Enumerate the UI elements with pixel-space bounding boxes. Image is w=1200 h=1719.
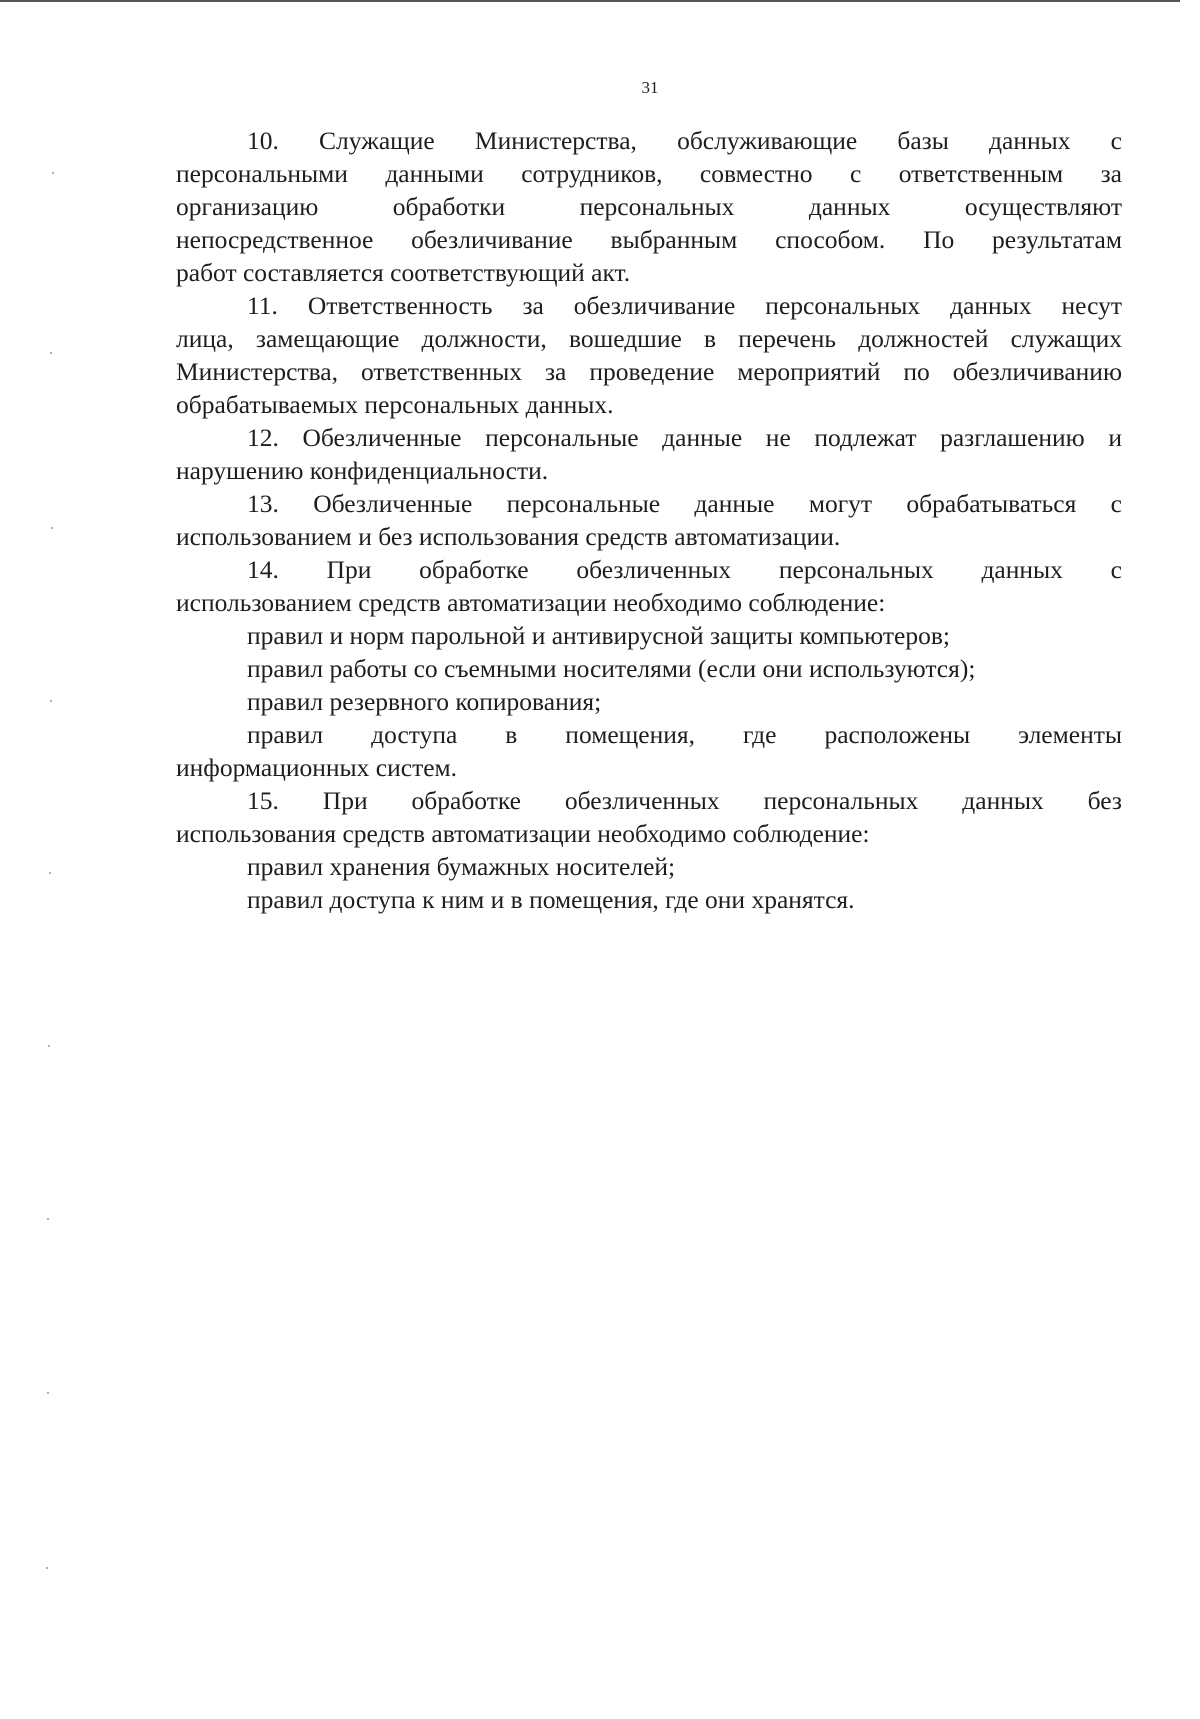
text-line: правил доступа к ним и в помещения, где они хранятся.	[247, 885, 855, 914]
scan-speck	[48, 1045, 50, 1047]
list-item	[176, 619, 1122, 652]
text-line: организацию обработки персональных данных осуществляют	[176, 192, 1122, 221]
list-item	[176, 850, 1122, 883]
text-line: лица, замещающие должности, вошедшие в перечень должностей служащих	[176, 324, 1122, 353]
document-body	[176, 124, 1122, 916]
scan-speck	[49, 872, 51, 874]
paragraph-11	[176, 289, 1122, 421]
text-line: обрабатываемых персональных данных.	[176, 390, 614, 419]
paragraph-10	[176, 124, 1122, 289]
text-line: информационных систем.	[176, 753, 458, 782]
scan-speck	[51, 527, 53, 529]
text-line: Министерства, ответственных за проведение мероприятий по обезличиванию	[176, 357, 1122, 386]
text-line: правил и норм парольной и антивирусной защиты компьютеров;	[247, 621, 950, 650]
paragraph-13	[176, 487, 1122, 553]
page-number: 31	[641, 78, 659, 97]
text-line: использованием и без использования средств автоматизации.	[176, 522, 841, 551]
scan-speck	[50, 352, 52, 354]
scan-speck	[46, 1567, 48, 1569]
text-line: использования средств автоматизации необходимо соблюдение:	[176, 819, 870, 848]
top-rule	[0, 0, 1180, 2]
text-line: 12. Обезличенные персональные данные не подлежат разглашению и	[247, 423, 1122, 452]
text-line: 15. При обработке обезличенных персональных данных без	[247, 786, 1122, 815]
text-line: использованием средств автоматизации необходимо соблюдение:	[176, 588, 886, 617]
text-line: 14. При обработке обезличенных персональных данных с	[247, 555, 1122, 584]
scan-speck	[47, 1218, 49, 1220]
text-line: правил хранения бумажных носителей;	[247, 852, 676, 881]
list-item	[176, 685, 1122, 718]
text-line: правил работы со съемными носителями (если они используются);	[247, 654, 976, 683]
text-line: 10. Служащие Министерства, обслуживающие базы данных с	[247, 126, 1122, 155]
text-line: правил доступа в помещения, где расположены элементы	[247, 720, 1122, 749]
text-line: правил резервного копирования;	[247, 687, 602, 716]
text-line: нарушению конфиденциальности.	[176, 456, 549, 485]
list-item	[176, 718, 1122, 784]
text-line: работ составляется соответствующий акт.	[176, 258, 631, 287]
text-line: персональными данными сотрудников, совместно с ответственным за	[176, 159, 1122, 188]
scan-speck	[52, 172, 54, 174]
scan-speck	[47, 1392, 49, 1394]
text-line: 13. Обезличенные персональные данные могут обрабатываться с	[247, 489, 1122, 518]
paragraph-15	[176, 784, 1122, 850]
text-line: непосредственное обезличивание выбранным способом. По результатам	[176, 225, 1122, 254]
scan-speck	[50, 700, 52, 702]
paragraph-12	[176, 421, 1122, 487]
list-item	[176, 883, 1122, 916]
list-item	[176, 652, 1122, 685]
text-line: 11. Ответственность за обезличивание персональных данных несут	[247, 291, 1122, 320]
paragraph-14	[176, 553, 1122, 619]
